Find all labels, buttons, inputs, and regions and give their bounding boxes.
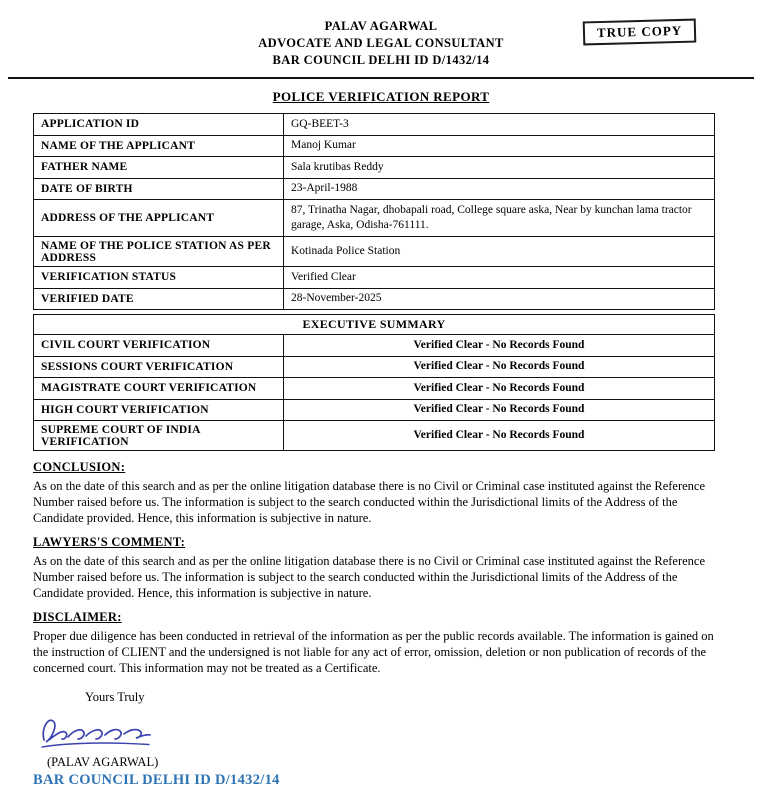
signatory-name: (PALAV AGARWAL): [47, 755, 159, 770]
verification-result: Verified Clear - No Records Found: [284, 356, 715, 378]
verification-result: Verified Clear - No Records Found: [284, 421, 715, 451]
field-value: Verified Clear: [284, 267, 715, 289]
table-row: [34, 135, 715, 157]
table-row: [34, 200, 715, 237]
field-value: 28-November-2025: [284, 288, 715, 310]
applicant-details-table: [33, 113, 715, 310]
table-header-row: [34, 315, 715, 335]
report-title: POLICE VERIFICATION REPORT: [272, 89, 490, 104]
lawyers-comment-heading: LAWYERS'S COMMENT:: [33, 535, 186, 550]
handwritten-signature: [37, 709, 155, 753]
table-row: [34, 267, 715, 289]
field-label: DATE OF BIRTH: [34, 178, 284, 200]
advocate-bar-id: BAR COUNCIL DELHI ID D/1432/14: [272, 53, 490, 67]
field-value: Sala krutibas Reddy: [284, 157, 715, 179]
field-label: VERIFICATION STATUS: [34, 267, 284, 289]
table-row: [34, 356, 715, 378]
field-value: 87, Trinatha Nagar, dhobapali road, College square aska, Near by kunchan lama tractor garage, Aska, Odisha-761111.: [284, 200, 715, 237]
table-row: [34, 399, 715, 421]
conclusion-body: As on the date of this search and as per the online litigation database there is no Civil or Criminal case instituted against the Reference Number raised before us. The information is subject to the search conducted within the Jurisdictional limits of the Address of the Candidate provided. Hence, this information is subjective in nature.: [33, 479, 706, 526]
verification-label: SUPREME COURT OF INDIA VERIFICATION: [34, 421, 284, 451]
advocate-role: ADVOCATE AND LEGAL CONSULTANT: [258, 36, 504, 50]
verification-result: Verified Clear - No Records Found: [284, 399, 715, 421]
header-divider: [8, 77, 754, 79]
field-value: Kotinada Police Station: [284, 237, 715, 267]
conclusion-heading: CONCLUSION:: [33, 460, 126, 475]
field-label: NAME OF THE POLICE STATION AS PER ADDRESS: [34, 237, 284, 267]
advocate-name: PALAV AGARWAL: [324, 19, 438, 33]
disclaimer-body: Proper due diligence has been conducted in retrieval of the information as per the public records available. The information is gained on the instruction of CLIENT and the undersigned is not liable for any act of error, omission, deletion or non publication of records of the concerned court. This information may not be treated as a Certificate.: [33, 629, 714, 676]
field-label: NAME OF THE APPLICANT: [34, 135, 284, 157]
field-label: ADDRESS OF THE APPLICANT: [34, 200, 284, 237]
disclaimer-heading: DISCLAIMER:: [33, 610, 122, 625]
lawyers-comment-body: As on the date of this search and as per the online litigation database there is no Civil or Criminal case instituted against the Reference Number raised before us. The information is subject to the search conducted within the Jurisdictional limits of the Address of the Candidate provided. Hence, this information is subjective in nature.: [33, 554, 706, 601]
table-row: [34, 421, 715, 451]
verification-result: Verified Clear - No Records Found: [284, 335, 715, 357]
field-value: GQ-BEET-3: [284, 114, 715, 136]
executive-summary-title: EXECUTIVE SUMMARY: [34, 315, 715, 335]
field-value: 23-April-1988: [284, 178, 715, 200]
table-row: [34, 178, 715, 200]
disclaimer-section: [33, 610, 729, 676]
verification-result: Verified Clear - No Records Found: [284, 378, 715, 400]
table-row: [34, 335, 715, 357]
table-row: [34, 237, 715, 267]
verification-label: HIGH COURT VERIFICATION: [34, 399, 284, 421]
table-row: [34, 157, 715, 179]
executive-summary-table: [33, 314, 715, 451]
lawyers-comment-section: [33, 535, 729, 601]
field-label: VERIFIED DATE: [34, 288, 284, 310]
signatory-bar-id: BAR COUNCIL DELHI ID D/1432/14: [33, 772, 280, 789]
field-label: APPLICATION ID: [34, 114, 284, 136]
table-row: [34, 378, 715, 400]
conclusion-section: [33, 460, 729, 526]
verification-label: SESSIONS COURT VERIFICATION: [34, 356, 284, 378]
table-row: [34, 288, 715, 310]
verification-label: CIVIL COURT VERIFICATION: [34, 335, 284, 357]
table-row: [34, 114, 715, 136]
true-copy-stamp: TRUE COPY: [583, 19, 697, 46]
field-value: Manoj Kumar: [284, 135, 715, 157]
field-label: FATHER NAME: [34, 157, 284, 179]
verification-label: MAGISTRATE COURT VERIFICATION: [34, 378, 284, 400]
closing-salutation: Yours Truly: [85, 690, 145, 705]
